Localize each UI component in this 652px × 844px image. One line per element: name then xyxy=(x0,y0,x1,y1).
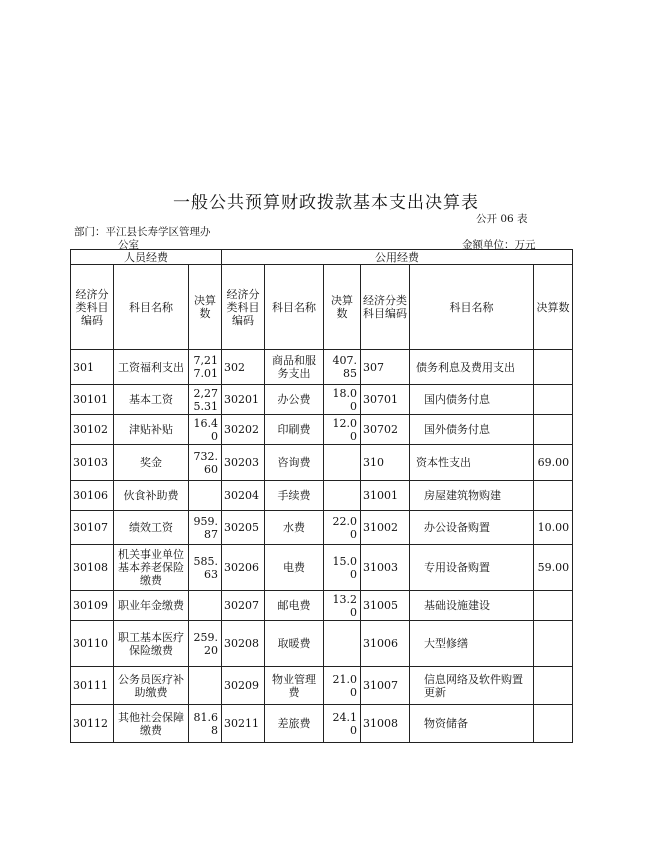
capital-item-name: 房屋建筑物购建 xyxy=(410,481,534,511)
goods-code: 30207 xyxy=(222,591,265,621)
capital-item-name: 大型修缮 xyxy=(410,621,534,667)
table-row xyxy=(71,385,573,415)
personnel-amount: 7,217.01 xyxy=(189,350,222,385)
capital-code: 31003 xyxy=(361,545,410,591)
unit-label: 金额单位：万元 xyxy=(462,239,536,251)
table-row xyxy=(71,445,573,481)
capital-item-name: 信息网络及软件购置更新 xyxy=(410,667,534,705)
goods-amount: 407.85 xyxy=(324,350,361,385)
goods-item-name: 电费 xyxy=(265,545,324,591)
capital-amount: 69.00 xyxy=(534,445,573,481)
table-row xyxy=(71,350,573,385)
expenditure-table xyxy=(70,249,573,743)
personnel-code: 30106 xyxy=(71,481,114,511)
capital-item-name: 资本性支出 xyxy=(410,445,534,481)
goods-amount: 15.00 xyxy=(324,545,361,591)
header-code: 经济分类科目编码 xyxy=(222,265,265,350)
personnel-amount: 732.60 xyxy=(189,445,222,481)
header-code: 经济分类科目编码 xyxy=(361,265,410,350)
capital-item-name: 物资储备 xyxy=(410,705,534,743)
goods-amount xyxy=(324,481,361,511)
personnel-item-name: 奖金 xyxy=(114,445,189,481)
capital-code: 31001 xyxy=(361,481,410,511)
capital-code: 307 xyxy=(361,350,410,385)
header-name: 科目名称 xyxy=(114,265,189,350)
personnel-item-name: 其他社会保障缴费 xyxy=(114,705,189,743)
capital-amount xyxy=(534,621,573,667)
section-personnel: 人员经费 xyxy=(71,250,222,265)
goods-item-name: 商品和服务支出 xyxy=(265,350,324,385)
goods-code: 30205 xyxy=(222,511,265,545)
table-number: 公开 06 表 xyxy=(476,213,528,225)
capital-item-name: 国内债务付息 xyxy=(410,385,534,415)
capital-code: 30702 xyxy=(361,415,410,445)
capital-amount xyxy=(534,385,573,415)
goods-item-name: 咨询费 xyxy=(265,445,324,481)
personnel-code: 30101 xyxy=(71,385,114,415)
capital-code: 31008 xyxy=(361,705,410,743)
capital-code: 31006 xyxy=(361,621,410,667)
personnel-code: 30109 xyxy=(71,591,114,621)
personnel-item-name: 公务员医疗补助缴费 xyxy=(114,667,189,705)
personnel-item-name: 工资福利支出 xyxy=(114,350,189,385)
personnel-item-name: 伙食补助费 xyxy=(114,481,189,511)
personnel-code: 30110 xyxy=(71,621,114,667)
capital-code: 31002 xyxy=(361,511,410,545)
header-code: 经济分类科目编码 xyxy=(71,265,114,350)
goods-amount: 21.00 xyxy=(324,667,361,705)
goods-item-name: 水费 xyxy=(265,511,324,545)
goods-amount: 24.10 xyxy=(324,705,361,743)
goods-amount: 12.00 xyxy=(324,415,361,445)
header-amount: 决算数 xyxy=(189,265,222,350)
personnel-amount xyxy=(189,591,222,621)
capital-amount xyxy=(534,705,573,743)
department-label: 部门：平江县长寿学区管理办 xyxy=(74,226,211,238)
table-row xyxy=(71,511,573,545)
capital-amount xyxy=(534,350,573,385)
goods-code: 30208 xyxy=(222,621,265,667)
goods-code: 30202 xyxy=(222,415,265,445)
personnel-amount: 959.87 xyxy=(189,511,222,545)
header-name: 科目名称 xyxy=(410,265,534,350)
section-public: 公用经费 xyxy=(222,250,573,265)
personnel-code: 30102 xyxy=(71,415,114,445)
goods-item-name: 邮电费 xyxy=(265,591,324,621)
goods-item-name: 差旅费 xyxy=(265,705,324,743)
goods-code: 30209 xyxy=(222,667,265,705)
capital-item-name: 基础设施建设 xyxy=(410,591,534,621)
personnel-item-name: 职业年金缴费 xyxy=(114,591,189,621)
capital-item-name: 办公设备购置 xyxy=(410,511,534,545)
personnel-item-name: 基本工资 xyxy=(114,385,189,415)
goods-code: 30206 xyxy=(222,545,265,591)
personnel-amount: 2,275.31 xyxy=(189,385,222,415)
table-row xyxy=(71,545,573,591)
personnel-item-name: 绩效工资 xyxy=(114,511,189,545)
capital-amount xyxy=(534,415,573,445)
personnel-amount xyxy=(189,667,222,705)
capital-code: 30701 xyxy=(361,385,410,415)
header-amount: 决算数 xyxy=(534,265,573,350)
capital-item-name: 国外债务付息 xyxy=(410,415,534,445)
personnel-item-name: 津贴补贴 xyxy=(114,415,189,445)
goods-amount xyxy=(324,621,361,667)
table-row xyxy=(71,591,573,621)
capital-amount: 59.00 xyxy=(534,545,573,591)
goods-code: 30203 xyxy=(222,445,265,481)
personnel-amount xyxy=(189,481,222,511)
personnel-item-name: 机关事业单位基本养老保险缴费 xyxy=(114,545,189,591)
goods-code: 302 xyxy=(222,350,265,385)
table-row xyxy=(71,481,573,511)
personnel-code: 30112 xyxy=(71,705,114,743)
capital-code: 310 xyxy=(361,445,410,481)
personnel-amount: 585.63 xyxy=(189,545,222,591)
capital-amount xyxy=(534,667,573,705)
department-label-continued: 公室 xyxy=(118,239,139,251)
table-row xyxy=(71,415,573,445)
table-row xyxy=(71,621,573,667)
goods-item-name: 取暖费 xyxy=(265,621,324,667)
header-amount: 决算数 xyxy=(324,265,361,350)
goods-item-name: 办公费 xyxy=(265,385,324,415)
personnel-code: 301 xyxy=(71,350,114,385)
goods-code: 30204 xyxy=(222,481,265,511)
capital-item-name: 债务利息及费用支出 xyxy=(410,350,534,385)
personnel-code: 30103 xyxy=(71,445,114,481)
table-row xyxy=(71,705,573,743)
column-header-row xyxy=(71,265,573,350)
personnel-item-name: 职工基本医疗保险缴费 xyxy=(114,621,189,667)
header-name: 科目名称 xyxy=(265,265,324,350)
capital-item-name: 专用设备购置 xyxy=(410,545,534,591)
personnel-code: 30111 xyxy=(71,667,114,705)
goods-item-name: 印刷费 xyxy=(265,415,324,445)
capital-code: 31007 xyxy=(361,667,410,705)
goods-code: 30201 xyxy=(222,385,265,415)
personnel-amount: 16.40 xyxy=(189,415,222,445)
table-row xyxy=(71,667,573,705)
goods-amount: 18.00 xyxy=(324,385,361,415)
goods-code: 30211 xyxy=(222,705,265,743)
goods-item-name: 物业管理费 xyxy=(265,667,324,705)
personnel-code: 30107 xyxy=(71,511,114,545)
goods-amount: 22.00 xyxy=(324,511,361,545)
goods-item-name: 手续费 xyxy=(265,481,324,511)
capital-amount xyxy=(534,591,573,621)
capital-amount: 10.00 xyxy=(534,511,573,545)
capital-amount xyxy=(534,481,573,511)
goods-amount: 13.20 xyxy=(324,591,361,621)
personnel-amount: 81.68 xyxy=(189,705,222,743)
capital-code: 31005 xyxy=(361,591,410,621)
personnel-code: 30108 xyxy=(71,545,114,591)
personnel-amount: 259.20 xyxy=(189,621,222,667)
goods-amount xyxy=(324,445,361,481)
page-title: 一般公共预算财政拨款基本支出决算表 xyxy=(173,193,479,213)
section-header-row xyxy=(71,250,573,265)
